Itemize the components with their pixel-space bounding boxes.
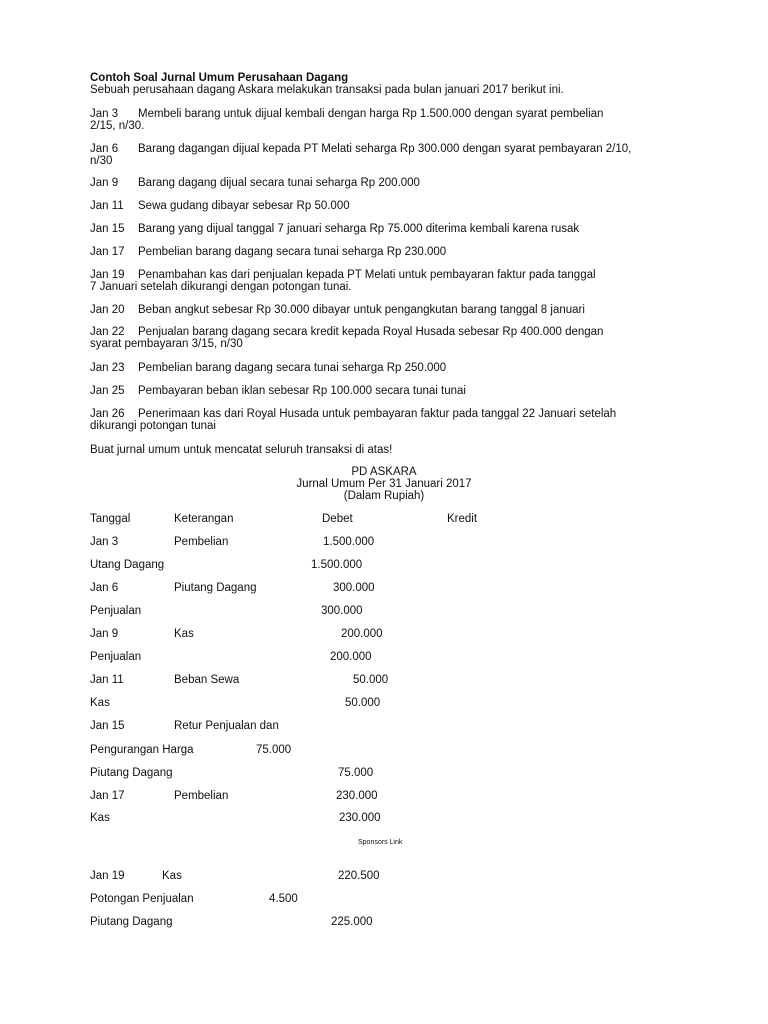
tx-text: Penambahan kas dari penjualan kepada PT Melati untuk pembayaran faktur pada tanggal — [138, 269, 596, 281]
tx-date: Jan 23 — [90, 362, 125, 374]
journal-company: PD ASKARA — [351, 466, 417, 478]
tx-text: Beban angkut sebesar Rp 30.000 dibayar untuk pengangkutan barang tanggal 8 januari — [138, 304, 585, 316]
tx-date: Jan 9 — [90, 177, 119, 189]
tx-text: syarat pembayaran 3/15, n/30 — [90, 338, 243, 350]
journal-cell: Jan 15 — [90, 720, 125, 732]
doc-intro: Sebuah perusahaan dagang Askara melakukan transaksi pada bulan januari 2017 berikut ini. — [90, 84, 564, 96]
journal-cell: Jan 11 — [90, 674, 124, 686]
tx-date: Jan 3 — [90, 108, 119, 120]
journal-amount: 50.000 — [353, 674, 389, 686]
journal-cell: Kas — [162, 870, 182, 882]
journal-cell: Kas — [90, 812, 110, 824]
journal-cell: Pengurangan Harga — [90, 744, 194, 756]
journal-amount: 1.500.000 — [311, 559, 363, 571]
journal-amount: 225.000 — [331, 916, 373, 928]
tx-date: Jan 11 — [90, 200, 124, 212]
journal-cell: Jan 9 — [90, 628, 119, 640]
journal-cell: Jan 6 — [90, 582, 119, 594]
journal-cell: Pembelian — [174, 536, 229, 548]
journal-amount: 75.000 — [338, 767, 374, 779]
col-header-credit: Kredit — [447, 513, 478, 525]
tx-text: dikurangi potongan tunai — [90, 420, 216, 432]
journal-heading: Jurnal Umum Per 31 Januari 2017 — [296, 478, 472, 490]
journal-amount: 200.000 — [341, 628, 383, 640]
tx-text: n/30 — [90, 155, 113, 167]
journal-cell: Jan 19 — [90, 870, 125, 882]
journal-amount: 200.000 — [330, 651, 372, 663]
tx-date: Jan 6 — [90, 143, 119, 155]
journal-cell: Penjualan — [90, 651, 142, 663]
tx-text: Penjualan barang dagang secara kredit kepada Royal Husada sebesar Rp 400.000 dengan — [138, 326, 604, 338]
tx-text: 2/15, n/30. — [90, 120, 145, 132]
journal-cell: Jan 17 — [90, 790, 125, 802]
tx-text: Barang yang dijual tanggal 7 januari seharga Rp 75.000 diterima kembali karena rusak — [138, 223, 580, 235]
journal-cell: Utang Dagang — [90, 559, 165, 571]
instruction: Buat jurnal umum untuk mencatat seluruh transaksi di atas! — [90, 444, 393, 456]
tx-text: Pembelian barang dagang secara tunai seharga Rp 250.000 — [138, 362, 447, 374]
doc-title: Contoh Soal Jurnal Umum Perusahaan Dagang — [90, 72, 349, 84]
tx-text: Sewa gudang dibayar sebesar Rp 50.000 — [138, 200, 350, 212]
tx-text: Penerimaan kas dari Royal Husada untuk pembayaran faktur pada tanggal 22 Januari setelah — [138, 408, 617, 420]
journal-cell: Retur Penjualan dan — [174, 720, 279, 732]
tx-date: Jan 15 — [90, 223, 125, 235]
journal-amount: 75.000 — [256, 744, 292, 756]
journal-cell: Penjualan — [90, 605, 142, 617]
journal-amount: 220.500 — [338, 870, 380, 882]
journal-amount: 300.000 — [321, 605, 363, 617]
tx-date: Jan 17 — [90, 246, 125, 258]
tx-text: Membeli barang untuk dijual kembali dengan harga Rp 1.500.000 dengan syarat pembelian — [138, 108, 604, 120]
journal-cell: Jan 3 — [90, 536, 119, 548]
journal-cell: Potongan Penjualan — [90, 893, 194, 905]
journal-cell: Piutang Dagang — [90, 916, 173, 928]
tx-text: Pembelian barang dagang secara tunai seharga Rp 230.000 — [138, 246, 447, 258]
journal-amount: 1.500.000 — [323, 536, 375, 548]
sponsors-link[interactable]: Sponsors Link — [358, 839, 403, 846]
journal-cell: Piutang Dagang — [174, 582, 257, 594]
col-header-debit: Debet — [322, 513, 353, 525]
tx-date: Jan 22 — [90, 326, 125, 338]
journal-cell: Kas — [174, 628, 194, 640]
tx-text: Barang dagangan dijual kepada PT Melati seharga Rp 300.000 dengan syarat pembayaran 2/10, — [138, 143, 632, 155]
col-header-desc: Keterangan — [174, 513, 234, 525]
journal-amount: 300.000 — [333, 582, 375, 594]
col-header-date: Tanggal — [90, 513, 131, 525]
journal-cell: Pembelian — [174, 790, 229, 802]
tx-text: Pembayaran beban iklan sebesar Rp 100.000 secara tunai tunai — [138, 385, 466, 397]
journal-unit: (Dalam Rupiah) — [343, 490, 425, 502]
tx-text: 7 Januari setelah dikurangi dengan potongan tunai. — [90, 281, 352, 293]
journal-amount: 230.000 — [336, 790, 378, 802]
tx-date: Jan 20 — [90, 304, 125, 316]
journal-amount: 4.500 — [269, 893, 298, 905]
journal-cell: Piutang Dagang — [90, 767, 173, 779]
tx-date: Jan 26 — [90, 408, 125, 420]
tx-text: Barang dagang dijual secara tunai seharga Rp 200.000 — [138, 177, 420, 189]
journal-amount: 50.000 — [345, 697, 381, 709]
journal-cell: Kas — [90, 697, 110, 709]
tx-date: Jan 25 — [90, 385, 125, 397]
tx-date: Jan 19 — [90, 269, 125, 281]
journal-cell: Beban Sewa — [174, 674, 240, 686]
journal-amount: 230.000 — [339, 812, 381, 824]
